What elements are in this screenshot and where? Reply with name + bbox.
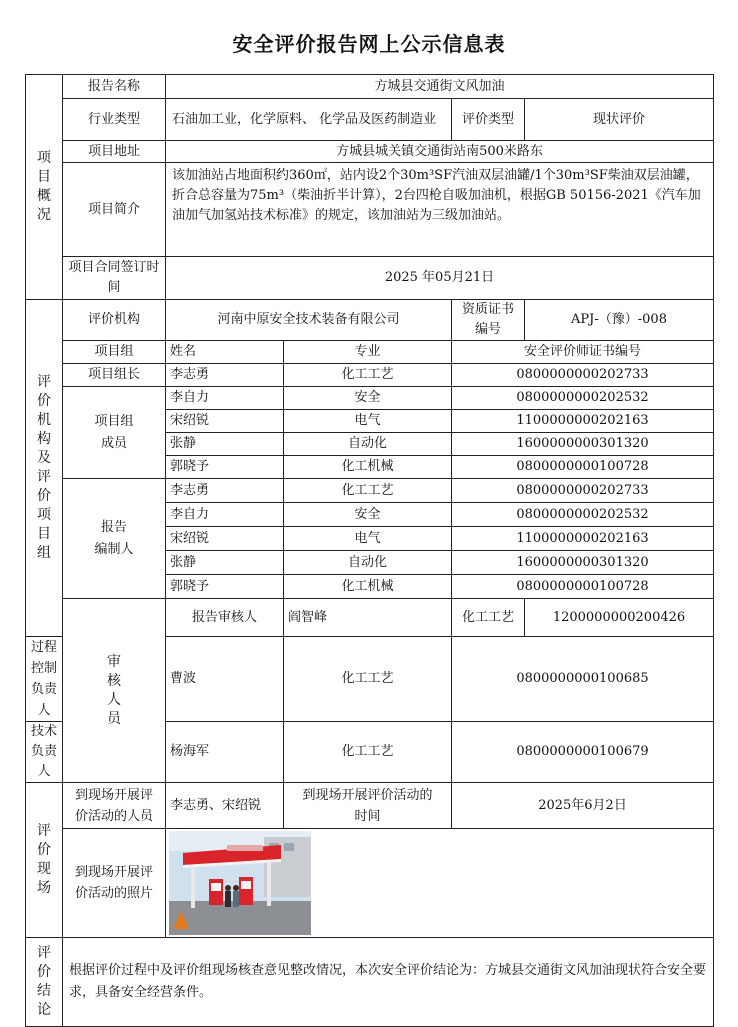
reviewer-role: 报告审核人: [166, 599, 284, 637]
member-name: 宋绍锐: [166, 410, 284, 433]
cert-number: APJ-（豫）-008: [525, 300, 714, 341]
member-cert: 0800000000100728: [452, 456, 714, 479]
conclusion-text: 根据评价过程中及评价组现场核查意见整改情况，本次安全评价结论为：方城县交通街文风加油现状符合安全要求，具备安全经营条件。: [63, 938, 714, 1027]
author-cert: 1100000000202163: [452, 527, 714, 551]
reviewer-name: 曹波: [166, 637, 284, 722]
author-cert: 0800000000202532: [452, 503, 714, 527]
member-major: 化工机械: [284, 456, 452, 479]
author-major: 安全: [284, 503, 452, 527]
member-major: 电气: [284, 410, 452, 433]
reviewer-name: 杨海军: [166, 722, 284, 783]
header-group: 项目组: [63, 341, 166, 364]
reviewer-name: 阎智峰: [284, 599, 452, 637]
member-cert: 1100000000202163: [452, 410, 714, 433]
reviewer-major: 化工工艺: [284, 722, 452, 783]
leader-major: 化工工艺: [284, 364, 452, 387]
author-major: 化工工艺: [284, 479, 452, 503]
header-name: 姓名: [166, 341, 284, 364]
author-major: 电气: [284, 527, 452, 551]
reviewer-cert: 0800000000100679: [452, 722, 714, 783]
author-major: 化工机械: [284, 575, 452, 599]
member-major: 自动化: [284, 433, 452, 456]
page-title: 安全评价报告网上公示信息表: [232, 32, 506, 56]
section-review: 审 核 人 员: [63, 599, 166, 783]
cert-label: 资质证书编号: [452, 300, 525, 341]
site-photo-cell: [166, 829, 714, 938]
site-time: 2025年6月2日: [452, 783, 714, 829]
author-major: 自动化: [284, 551, 452, 575]
industry-value: 石油加工业，化学原料、 化学品及医药制造业: [166, 99, 452, 141]
author-cert: 0800000000100728: [452, 575, 714, 599]
summary-label: 项目简介: [63, 163, 166, 257]
member-name: 郭晓予: [166, 456, 284, 479]
eval-type-label: 评价类型: [452, 99, 525, 141]
member-cert: 0800000000202532: [452, 387, 714, 410]
author-name: 宋绍锐: [166, 527, 284, 551]
org-name: 河南中原安全技术装备有限公司: [166, 300, 452, 341]
author-name: 郭晓予: [166, 575, 284, 599]
industry-label: 行业类型: [63, 99, 166, 141]
address-value: 方城县城关镇交通街站南500米路东: [166, 141, 714, 163]
contract-date: 2025 年05月21日: [166, 257, 714, 300]
reviewer-major: 化工工艺: [284, 637, 452, 722]
process-control-role: 过程控制 负责人: [26, 637, 63, 722]
site-time-label: 到现场开展评价活动的 时间: [284, 783, 452, 829]
eval-type-value: 现状评价: [525, 99, 714, 141]
reviewer-cert: 0800000000100685: [452, 637, 714, 722]
section-site: 评 价 现 场: [26, 783, 63, 938]
members-label: 项目组 成员: [63, 387, 166, 479]
member-major: 安全: [284, 387, 452, 410]
leader-label: 项目组长: [63, 364, 166, 387]
author-name: 张静: [166, 551, 284, 575]
site-people-label: 到现场开展评 价活动的人员: [63, 783, 166, 829]
report-name-value: 方城县交通街文风加油: [166, 75, 714, 99]
contract-label: 项目合同签订时间: [63, 257, 166, 300]
leader-cert: 0800000000202733: [452, 364, 714, 387]
author-cert: 0800000000202733: [452, 479, 714, 503]
author-name: 李自力: [166, 503, 284, 527]
reviewer-cert: 1200000000200426: [525, 599, 714, 637]
report-name-label: 报告名称: [63, 75, 166, 99]
member-cert: 1600000000301320: [452, 433, 714, 456]
summary-value: 该加油站占地面积约360㎡，站内设2个30m³SF汽油双层油罐/1个30m³SF柴油双层油罐，折合总容量为75m³（柴油折半计算），2台四枪自吸加油机，根据GB 50156-2021《汽车加油加气加氢站技术标准》的规定，该加油站为三级加油站。: [166, 163, 714, 257]
section-conclusion: 评 价 结 论: [26, 938, 63, 1027]
site-photo-label: 到现场开展评 价活动的照片: [63, 829, 166, 938]
org-label: 评价机构: [63, 300, 166, 341]
author-cert: 1600000000301320: [452, 551, 714, 575]
member-name: 李自力: [166, 387, 284, 410]
member-name: 张静: [166, 433, 284, 456]
site-people: 李志勇、宋绍锐: [166, 783, 284, 829]
reviewer-major: 化工工艺: [452, 599, 525, 637]
header-cert: 安全评价师证书编号: [452, 341, 714, 364]
header-major: 专业: [284, 341, 452, 364]
authors-label: 报告 编制人: [63, 479, 166, 599]
section-overview: 项 目 概 况: [26, 75, 63, 300]
author-name: 李志勇: [166, 479, 284, 503]
info-table: [25, 74, 714, 1027]
gas-station-photo: [169, 831, 311, 935]
address-label: 项目地址: [63, 141, 166, 163]
reviewer-role: 技术负责人: [26, 722, 63, 783]
leader-name: 李志勇: [166, 364, 284, 387]
section-org: 评 价 机 构 及 评 价 项 目 组: [26, 300, 63, 637]
